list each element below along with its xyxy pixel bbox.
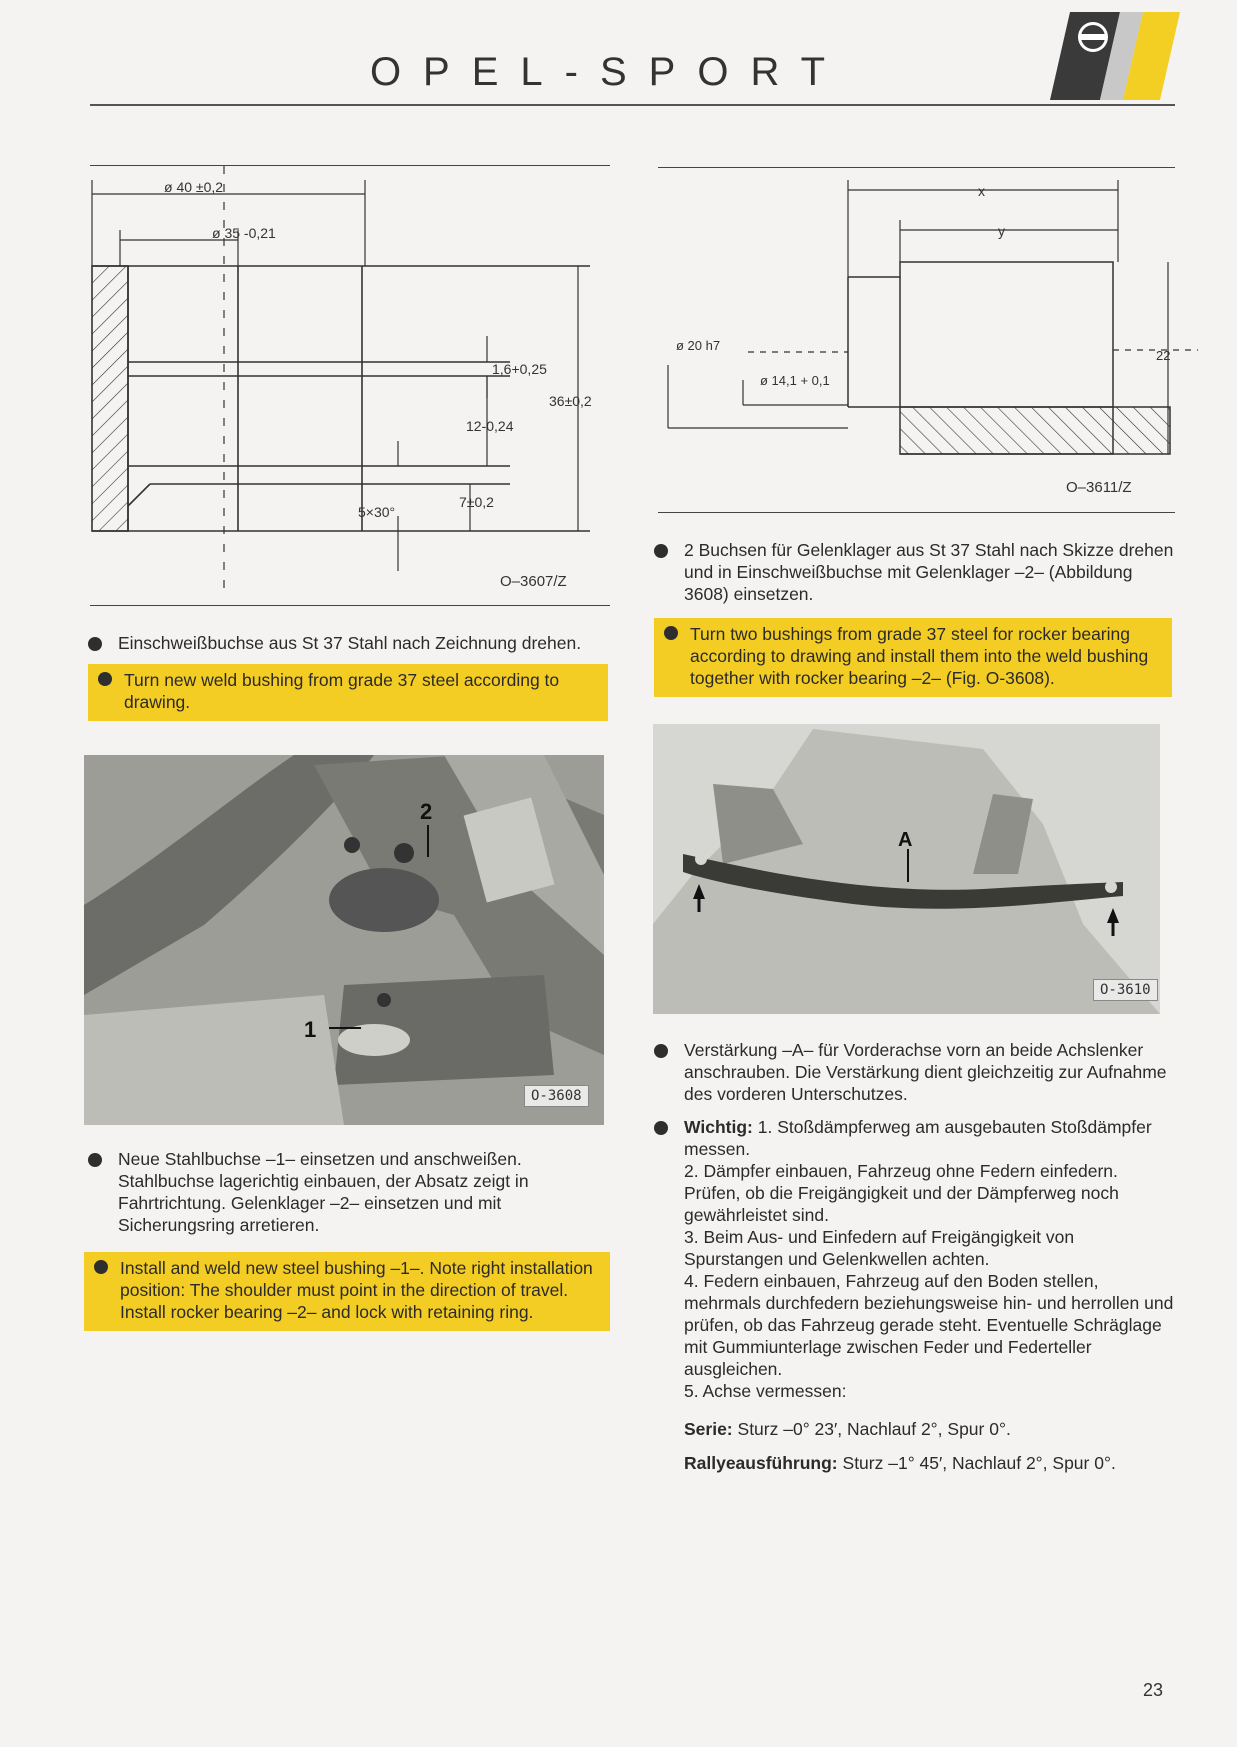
important-step-1: 1. Stoßdämpferweg am ausgebauten Stoßdämpfer messen. — [684, 1117, 1152, 1159]
photo-id-3610: O-3610 — [1093, 979, 1158, 1001]
dim-7: 7±0,2 — [459, 494, 494, 510]
dim-d35: ø 35 -0,21 — [212, 225, 276, 241]
page-number: 23 — [1143, 1680, 1164, 1700]
dim-y: y — [998, 223, 1005, 239]
label-1-pointer — [329, 1027, 361, 1029]
serie-label: Serie: — [684, 1419, 733, 1439]
rally-label: Rallyeausführung: — [684, 1453, 838, 1473]
dim-chamfer: 5×30° — [358, 504, 396, 520]
weld-bushing-en: Turn new weld bushing from grade 37 steel according to drawing. — [88, 664, 608, 721]
opel-logo — [1045, 12, 1180, 100]
drawing-left-bottom-rule — [90, 605, 610, 606]
reinforcement-de: Verstärkung –A– für Vorderachse vorn an beide Achslenker anschrauben. Die Verstärkung dient gleichzeitig zur Aufnahme des vorderen Unterschutzes. — [654, 1039, 1174, 1105]
important-notes — [654, 1116, 1174, 1402]
page-title: OPEL-SPORT — [369, 50, 848, 94]
photo-label-a: A — [898, 829, 913, 851]
dim-d40: ø 40 ±0,2 — [164, 179, 224, 195]
bullet-icon — [654, 1044, 668, 1058]
important-step-5: 5. Achse vermessen: — [684, 1381, 847, 1401]
dim-groove: 1,6+0,25 — [492, 361, 547, 377]
drawing-right-top-rule — [658, 167, 1175, 168]
important-step-3: 3. Beim Aus- und Einfedern auf Freigängigkeit von Spurstangen und Gelenkwellen achten. — [684, 1227, 1075, 1269]
dim-22: 22 — [1156, 348, 1171, 363]
photo-reinforcement — [653, 724, 1160, 1014]
important-step-4: 4. Federn einbauen, Fahrzeug auf den Boden stellen, mehrmals durchfedern beziehungsweise hin- und herrollen und prüfen, ob das Fahrzeug gerade steht. Eventuelle Schräglage mit Gummiunterlage zwischen Feder und Federteller ausgleichen. — [684, 1271, 1174, 1379]
label-2-pointer — [427, 825, 429, 857]
dim-x: x — [978, 183, 985, 199]
bullet-icon — [98, 672, 112, 686]
important-label: Wichtig: — [684, 1117, 753, 1137]
photo-control-arm-bushing — [84, 755, 604, 1125]
rally-spec — [654, 1452, 1174, 1474]
bullet-icon — [88, 637, 102, 651]
photo-label-1: 1 — [304, 1017, 317, 1042]
serie-spec — [654, 1418, 1174, 1440]
bullet-icon — [88, 1153, 102, 1167]
dim-36: 36±0,2 — [549, 393, 592, 409]
drawing-left — [90, 166, 620, 606]
dim-d14: ø 14,1 + 0,1 — [760, 373, 830, 388]
rally-value: Sturz –1° 45′, Nachlauf 2°, Spur 0°. — [842, 1453, 1116, 1473]
two-bushings-en: Turn two bushings from grade 37 steel for rocker bearing according to drawing and install them into the weld bushing together with rocker bearing –2– (Fig. O-3608). — [654, 618, 1172, 697]
bullet-icon — [654, 544, 668, 558]
two-bushings-de: 2 Buchsen für Gelenklager aus St 37 Stahl nach Skizze drehen und in Einschweißbuchse mit Gelenklager –2– (Abbildung 3608) einsetzen. — [654, 539, 1174, 605]
bullet-icon — [94, 1260, 108, 1274]
photo-label-2: 2 — [420, 799, 433, 824]
fig-id-3607: O–3607/Z — [500, 573, 567, 590]
dim-d20: ø 20 h7 — [676, 338, 721, 353]
drawing-right-bottom-rule — [658, 512, 1175, 513]
fig-id-3611: O–3611/Z — [1066, 479, 1132, 496]
bullet-icon — [664, 626, 678, 640]
important-step-2: 2. Dämpfer einbauen, Fahrzeug ohne Federn einfedern. Prüfen, ob die Freigängigkeit und der Dämpferweg noch gewährleistet sind. — [684, 1161, 1119, 1225]
new-bushing-de: Neue Stahlbuchse –1– einsetzen und anschweißen. Stahlbuchse lagerichtig einbauen, der Absatz zeigt in Fahrtrichtung. Gelenklager –2– einsetzen und mit Sicherungsring arretieren. — [88, 1148, 608, 1236]
new-bushing-en: Install and weld new steel bushing –1–. Note right installation position: The shoulder must point in the direction of travel. Install rocker bearing –2– and lock with retaining ring. — [84, 1252, 610, 1331]
bullet-icon — [654, 1121, 668, 1135]
photo-id-3608: O-3608 — [524, 1085, 589, 1107]
header-rule — [90, 104, 1175, 106]
serie-value: Sturz –0° 23′, Nachlauf 2°, Spur 0°. — [737, 1419, 1011, 1439]
drawing-right — [658, 170, 1218, 510]
weld-bushing-de: Einschweißbuchse aus St 37 Stahl nach Zeichnung drehen. — [88, 632, 608, 654]
dim-12: 12-0,24 — [466, 418, 514, 434]
